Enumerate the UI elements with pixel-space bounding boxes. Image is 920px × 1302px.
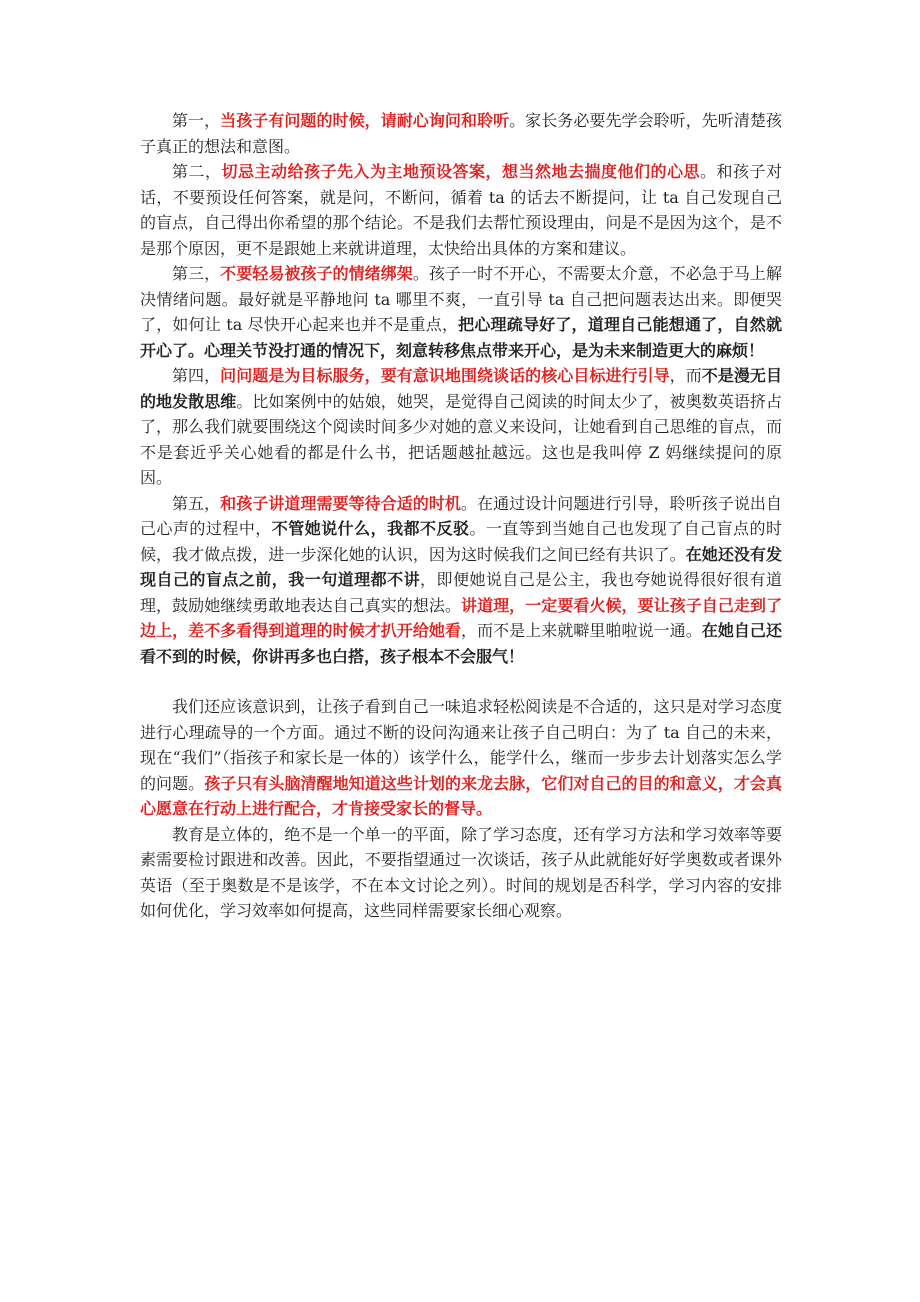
text-run: 。家长务必要先学会聆听，先听清楚孩子真正的想法和意图。	[140, 111, 782, 156]
paragraph-point-3	[140, 261, 782, 363]
highlight-red: 切忌主动给孩子先入为主地预设答案，想当然地去揣度他们的心思	[221, 162, 700, 181]
emphasis-bold: 不是漫无目的地发散思维	[140, 366, 782, 411]
paragraph-awareness	[140, 694, 782, 822]
text-run: 。比如案例中的姑娘，她哭，是觉得自己阅读的时间太少了，被奥数英语挤占了，那么我们就要围绕这个阅读时间多少对她的意义来设问，让她看到自己思维的盲点，而不是套近乎关心她看的都是什么书，把话题越扯越远。这也是我叫停 Z 妈继续提问的原因。	[140, 391, 782, 487]
text-run: 第四，	[172, 366, 221, 385]
paragraph-point-4	[140, 363, 782, 491]
paragraph-education	[140, 822, 782, 924]
text-run: 。和孩子对话，不要预设任何答案，就是问，不断问，循着 ta 的话去不断提问，让 ta 自己发现自己的盲点，自己得出你希望的那个结论。不是我们去帮忙预设理由，问是不是因为这个，是不是那个原因，更不是跟她上来就讲道理，太快给出具体的方案和建议。	[140, 162, 782, 258]
article-body	[140, 108, 782, 924]
text-run: 第一，	[172, 111, 221, 130]
text-run: ，而不是上来就噼里啪啦说一通。	[461, 621, 702, 640]
highlight-red: 当孩子有问题的时候，请耐心询问和聆听	[220, 111, 510, 130]
paragraph-point-5	[140, 491, 782, 670]
highlight-red: 讲道理，一定要看火候，要让孩子自己走到了边上，差不多看得到道理的时候才扒开给她看	[140, 595, 782, 640]
highlight-red: 问问题是为目标服务，要有意识地围绕谈话的核心目标进行引导	[220, 366, 670, 385]
text-run: 第三，	[172, 264, 221, 283]
text-run: 我们还应该意识到，让孩子看到自己一味追求轻松阅读是不合适的，这只是对学习态度进行心理疏导的一个方面。通过不断的设问沟通来让孩子自己明白：为了 ta 自己的未来，现在“我们”（指孩子和家长是一体的）该学什么，能学什么，继而一步步去计划落实怎么学的问题。	[140, 697, 782, 793]
emphasis-bold: 在她自己还看不到的时候，你讲再多也白搭，孩子根本不会服气！	[140, 621, 782, 666]
text-run: 第五，	[172, 493, 221, 513]
emphasis-bold: 不管她说什么，我都不反驳	[271, 519, 470, 538]
paragraph-point-1	[140, 108, 782, 159]
highlight-red: 孩子只有头脑清醒地知道这些计划的来龙去脉，它们对自己的目的和意义，才会真心愿意在行动上进行配合，才肯接受家长的督导。	[140, 773, 782, 818]
emphasis-bold: 把心理疏导好了，道理自己能想通了，自然就开心了。心理关节没打通的情况下，刻意转移焦点带来开心，是为未来制造更大的麻烦！	[140, 315, 782, 360]
text-run: ，即便她说自己是公主，我也夸她说得很好很有道理，鼓励她继续勇敢地表达自己真实的想法。	[140, 570, 782, 615]
emphasis-bold: 在她还没有发现自己的盲点之前，我一句道理都不讲	[140, 544, 782, 589]
text-run: ，而	[669, 366, 702, 385]
highlight-red: 和孩子讲道理需要等待合适的时机	[220, 493, 461, 513]
text-run: 教育是立体的，绝不是一个单一的平面，除了学习态度，还有学习方法和学习效率等要素需要检讨跟进和改善。因此，不要指望通过一次谈话，孩子从此就能好好学奥数或者课外英语（至于奥数是不是该学，不在本文讨论之列）。时间的规划是否科学，学习内容的安排如何优化，学习效率如何提高，这些同样需要家长细心观察。	[140, 824, 782, 920]
paragraph-point-2	[140, 159, 782, 261]
highlight-red: 不要轻易被孩子的情绪绑架	[220, 264, 413, 283]
text-run: 。在通过设计问题进行引导，聆听孩子说出自己心声的过程中，	[140, 493, 782, 538]
text-run: 。孩子一时不开心，不需要太介意，不必急于马上解决情绪问题。最好就是平静地问 ta 哪里不爽，一直引导 ta 自己把问题表达出来。即便哭了，如何让 ta 尽快开心起来也并不是重点，	[140, 264, 782, 334]
text-run: 。一直等到当她自己也发现了自己盲点的时候，我才做点拨，进一步深化她的认识，因为这时候我们之间已经有共识了。	[140, 519, 782, 564]
text-run: 第二，	[172, 162, 222, 181]
